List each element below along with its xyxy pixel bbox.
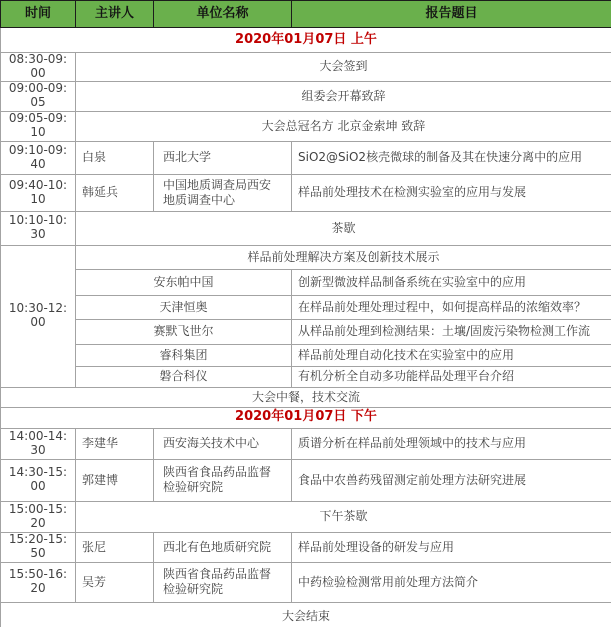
org-cell: 陕西省食品药品监督检验研究院 [154,562,292,602]
vendor-title-cell: 在样品前处理处理过程中，如何提高样品的浓缩效率？ [292,295,611,319]
column-header-speaker: 主讲人 [76,1,154,28]
row-vendor-panhekeyi [1,366,611,387]
row-opening-speech [1,81,611,111]
time-cell: 10:10-10:30 [1,211,76,245]
row-vendor-heading [1,245,611,269]
row-vendor-raykol [1,344,611,366]
column-header-time: 时间 [1,1,76,28]
banner-cell: 大会中餐，技术交流 [1,387,611,407]
vendor-name-cell: 睿科集团 [76,344,292,366]
row-signin [1,53,611,82]
row-tea-break-pm [1,501,611,532]
vendor-title-cell: 创新型微波样品制备系统在实验室中的应用 [292,269,611,295]
event-cell: 下午茶歇 [76,501,611,532]
time-cell: 14:00-14:30 [1,428,76,459]
speaker-cell: 白泉 [76,141,154,174]
org-cell: 西安海关技术中心 [154,428,292,459]
row-talk-guojianbo [1,459,611,501]
time-cell: 09:40-10:10 [1,174,76,211]
time-cell: 15:00-15:20 [1,501,76,532]
row-tea-break-am [1,211,611,245]
time-cell: 09:05-09:10 [1,111,76,141]
title-cell: 食品中农兽药残留测定前处理方法研究进展 [292,459,611,501]
time-cell: 08:30-09:00 [1,53,76,82]
time-cell: 09:00-09:05 [1,81,76,111]
time-cell: 15:50-16:20 [1,562,76,602]
table-header-row [1,1,611,28]
speaker-cell: 郭建博 [76,459,154,501]
row-talk-baiquan [1,141,611,174]
date-banner-cell: 2020年01月07日 上午 [1,28,611,53]
row-talk-hanyanbing [1,174,611,211]
time-cell: 14:30-15:00 [1,459,76,501]
row-date-morning [1,28,611,53]
vendor-name-cell: 磐合科仪 [76,366,292,387]
column-header-org: 单位名称 [154,1,292,28]
event-cell: 茶歇 [76,211,611,245]
speaker-cell: 吴芳 [76,562,154,602]
vendor-title-cell: 有机分析全自动多功能样品处理平台介绍 [292,366,611,387]
speaker-cell: 李建华 [76,428,154,459]
event-cell: 大会签到 [76,53,611,82]
row-lunch-banner [1,387,611,407]
org-cell: 西北大学 [154,141,292,174]
title-cell: 样品前处理设备的研发与应用 [292,532,611,562]
vendor-title-cell: 从样品前处理到检测结果：土壤/固废污染物检测工作流 [292,319,611,344]
time-cell: 10:30-12:00 [1,245,76,387]
time-cell: 15:20-15:50 [1,532,76,562]
row-talk-wufang [1,562,611,602]
row-sponsor-speech [1,111,611,141]
row-talk-zhangni [1,532,611,562]
row-talk-lijianhua [1,428,611,459]
vendor-name-cell: 天津恒奥 [76,295,292,319]
event-cell: 组委会开幕致辞 [76,81,611,111]
event-cell: 大会总冠名方 北京金索坤 致辞 [76,111,611,141]
row-vendor-tianjinhengao [1,295,611,319]
title-cell: 中药检验检测常用前处理方法简介 [292,562,611,602]
row-vendor-antonpaar [1,269,611,295]
title-cell: 质谱分析在样品前处理领域中的技术与应用 [292,428,611,459]
section-heading-cell: 样品前处理解决方案及创新技术展示 [76,245,611,269]
title-cell: 样品前处理技术在检测实验室的应用与发展 [292,174,611,211]
speaker-cell: 韩延兵 [76,174,154,211]
date-banner-cell: 2020年01月07日 下午 [1,407,611,428]
org-cell: 西北有色地质研究院 [154,532,292,562]
row-date-afternoon [1,407,611,428]
vendor-title-cell: 样品前处理自动化技术在实验室中的应用 [292,344,611,366]
column-header-title: 报告题目 [292,1,611,28]
title-cell: SiO2@SiO2核壳微球的制备及其在快速分离中的应用 [292,141,611,174]
org-cell: 中国地质调查局西安地质调查中心 [154,174,292,211]
time-cell: 09:10-09:40 [1,141,76,174]
vendor-name-cell: 赛默飞世尔 [76,319,292,344]
row-vendor-thermofisher [1,319,611,344]
row-end-banner [1,602,611,627]
banner-cell: 大会结束 [1,602,611,627]
org-cell: 陕西省食品药品监督检验研究院 [154,459,292,501]
speaker-cell: 张尼 [76,532,154,562]
vendor-name-cell: 安东帕中国 [76,269,292,295]
